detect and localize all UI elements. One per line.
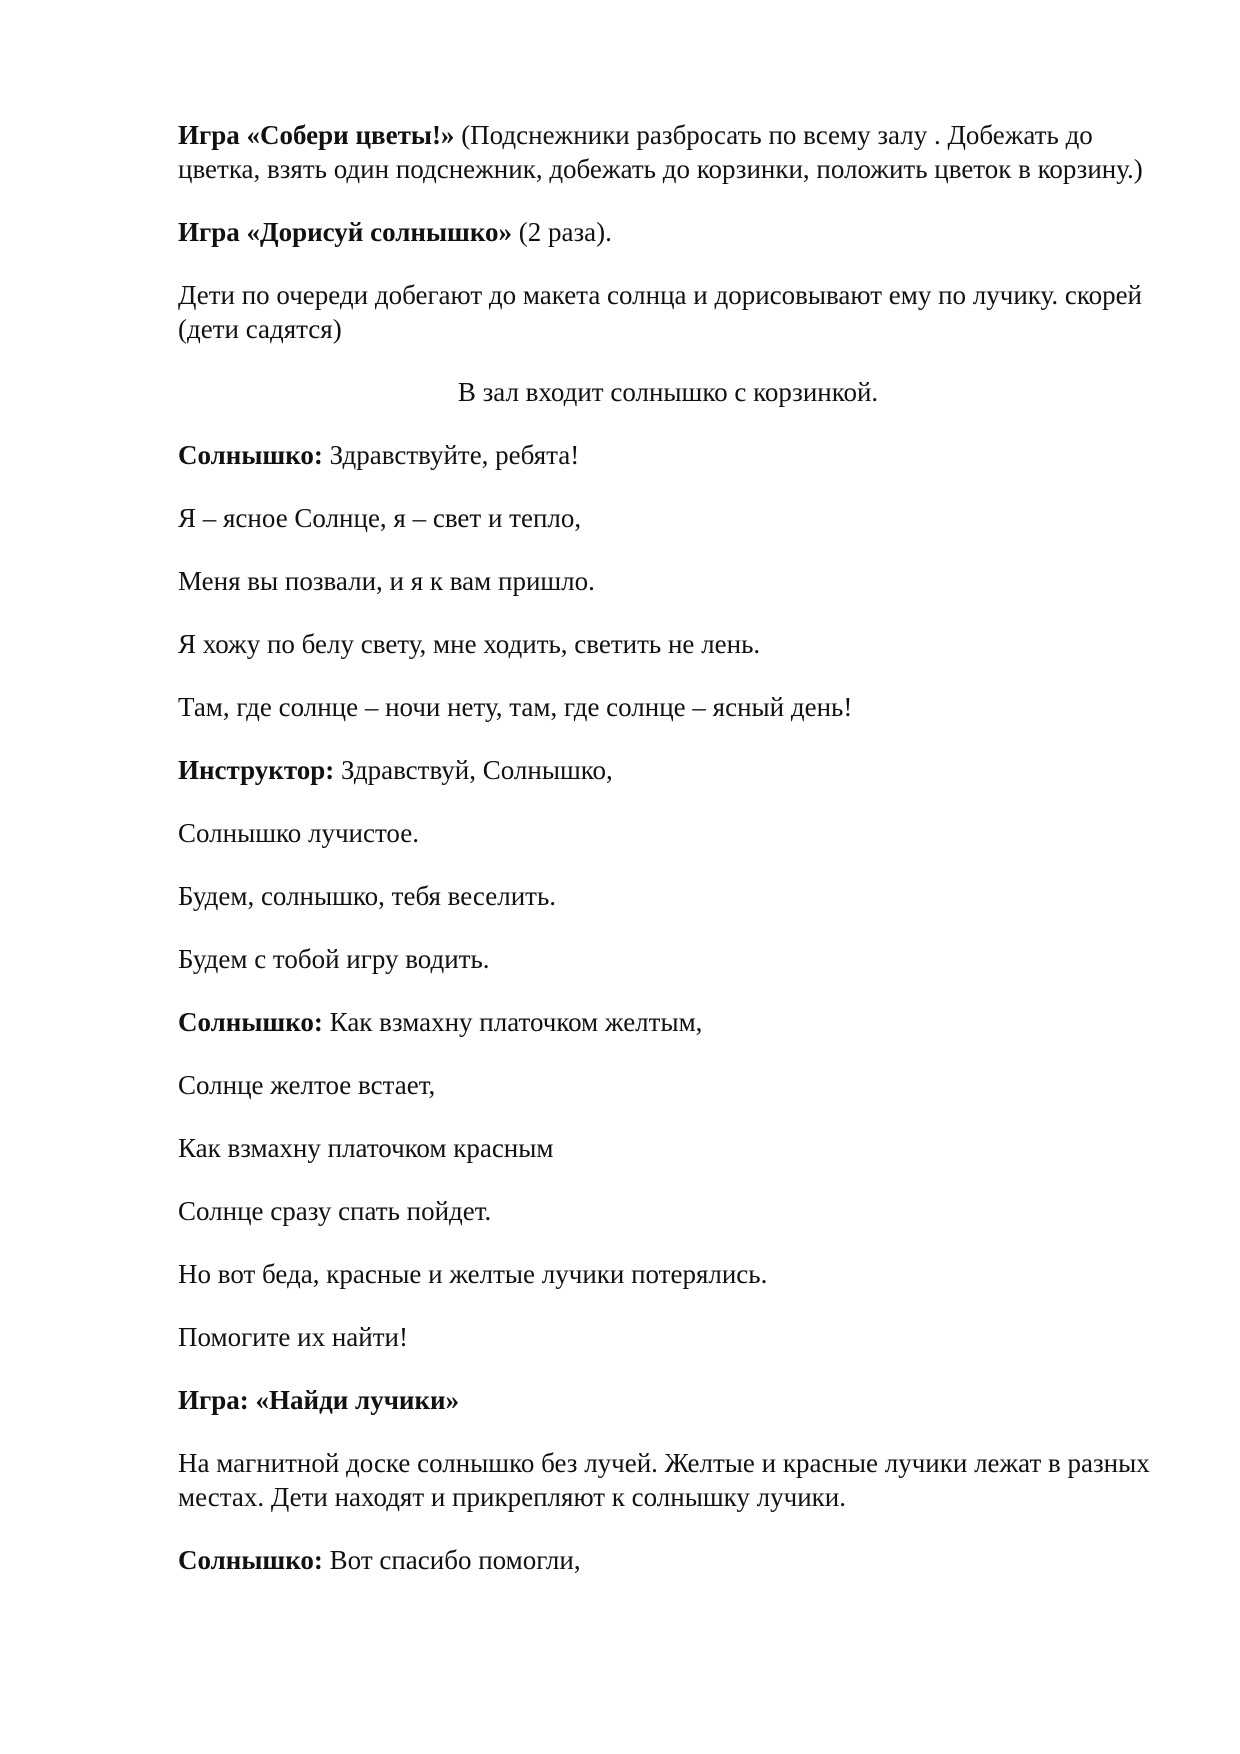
verse-line xyxy=(178,1131,1158,1165)
verse-line xyxy=(178,1320,1158,1354)
paragraph-text: Я – ясное Солнце, я – свет и тепло, xyxy=(178,503,582,533)
paragraph-sun-thanks xyxy=(178,1543,1158,1577)
paragraph-text: Помогите их найти! xyxy=(178,1322,408,1352)
verse-line xyxy=(178,564,1158,598)
paragraph-text: Будем с тобой игру водить. xyxy=(178,944,490,974)
paragraph-draw-sun-instructions xyxy=(178,278,1158,346)
paragraph-text: Меня вы позвали, и я к вам пришло. xyxy=(178,566,595,596)
verse-line xyxy=(178,879,1158,913)
paragraph-game-find-rays xyxy=(178,1383,1158,1417)
verse-line xyxy=(178,816,1158,850)
paragraph-text: Как взмахну платочком желтым, xyxy=(322,1007,703,1037)
document-body xyxy=(178,118,1158,1606)
paragraph-text: Но вот беда, красные и желтые лучики потерялись. xyxy=(178,1259,768,1289)
paragraph-text: (Подснежники разбросать по всему залу . Добежать до цветка, взять один подснежник, добежать до корзинки, положить цветок в корзину.) xyxy=(178,120,1143,184)
paragraph-text: На магнитной доске солнышко без лучей. Желтые и красные лучики лежат в разных местах. Дети находят и прикрепляют к солнышку лучики. xyxy=(178,1448,1150,1512)
paragraph-text: Солнце желтое встает, xyxy=(178,1070,436,1100)
paragraph-sun-greeting xyxy=(178,438,1158,472)
paragraph-find-rays-instructions xyxy=(178,1446,1158,1514)
paragraph-text: (2 раза). xyxy=(512,217,612,247)
paragraph-text: Здравствуйте, ребята! xyxy=(322,440,580,470)
paragraph-game-draw-sun xyxy=(178,215,1158,249)
stage-direction-sun-enters xyxy=(178,375,1158,409)
paragraph-game-collect-flowers xyxy=(178,118,1158,186)
verse-line xyxy=(178,627,1158,661)
paragraph-text: Там, где солнце – ночи нету, там, где солнце – ясный день! xyxy=(178,692,853,722)
paragraph-text: Солнышко лучистое. xyxy=(178,818,419,848)
paragraph-text: Как взмахну платочком красным xyxy=(178,1133,554,1163)
game-title: Игра «Дорисуй солнышко» xyxy=(178,217,513,247)
speaker-label: Солнышко: xyxy=(178,1545,323,1575)
verse-line xyxy=(178,1257,1158,1291)
paragraph-text: Дети по очереди добегают до макета солнца и дорисовывают ему по лучику. скорей (дети садятся) xyxy=(178,280,1142,344)
paragraph-text: Вот спасибо помогли, xyxy=(322,1545,581,1575)
paragraph-text: Солнце сразу спать пойдет. xyxy=(178,1196,492,1226)
paragraph-sun-scarf xyxy=(178,1005,1158,1039)
verse-line xyxy=(178,1068,1158,1102)
game-title: Игра «Собери цветы!» xyxy=(178,120,455,150)
speaker-label: Солнышко: xyxy=(178,440,323,470)
paragraph-text: В зал входит солнышко с корзинкой. xyxy=(457,377,879,407)
verse-line xyxy=(178,942,1158,976)
paragraph-text: Здравствуй, Солнышко, xyxy=(334,755,613,785)
speaker-label: Инструктор: xyxy=(178,755,335,785)
paragraph-text: Я хожу по белу свету, мне ходить, светить не лень. xyxy=(178,629,761,659)
verse-line xyxy=(178,690,1158,724)
verse-line xyxy=(178,1194,1158,1228)
paragraph-text: Будем, солнышко, тебя веселить. xyxy=(178,881,557,911)
game-title: Игра: «Найди лучики» xyxy=(178,1385,460,1415)
paragraph-instructor-greeting xyxy=(178,753,1158,787)
verse-line xyxy=(178,501,1158,535)
speaker-label: Солнышко: xyxy=(178,1007,323,1037)
